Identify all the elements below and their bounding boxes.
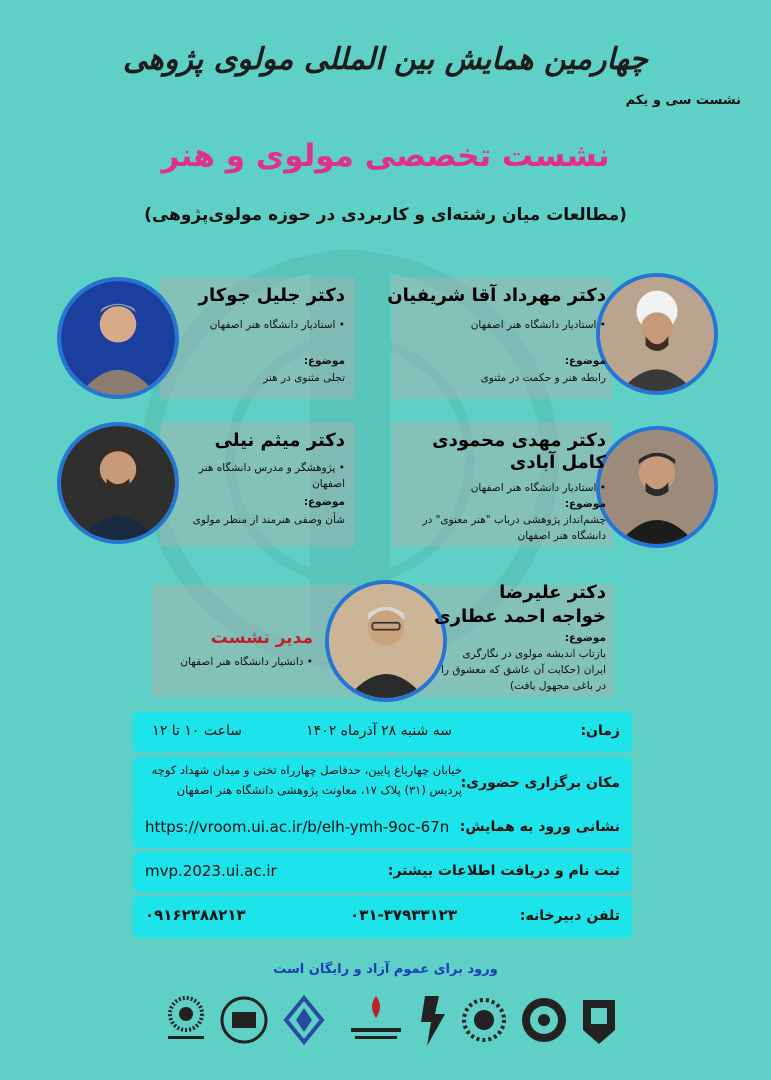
time-bar xyxy=(133,712,632,752)
speaker-topic-line1: بازتاب اندیشه مولوی در نگارگری xyxy=(462,648,606,660)
speaker-name-line2: خواجه احمد عطاری xyxy=(434,606,606,627)
speaker-name: دکتر مهرداد آقا شریفیان xyxy=(387,285,606,306)
speaker-photo-attari xyxy=(325,580,447,702)
speaker-topic: رابطه هنر و حکمت در مثنوی xyxy=(480,372,606,384)
library-logo xyxy=(218,990,270,1050)
speaker-topic: شأن وصفی هنرمند از منظر مولوی xyxy=(192,514,345,526)
speaker-name-line1: دکتر مهدی محمودی xyxy=(432,430,606,451)
venue-bar xyxy=(133,757,632,812)
time-label: زمان: xyxy=(580,723,620,739)
event-hours: ساعت ۱۰ تا ۱۲ xyxy=(152,723,242,739)
speaker-affiliation: • استادیار دانشگاه هنر اصفهان xyxy=(209,319,345,331)
register-link[interactable]: mvp.2023.ui.ac.ir xyxy=(145,862,277,880)
phone-number-2: ۰۹۱۶۲۳۸۸۲۱۳ xyxy=(145,906,246,924)
topic-label: موضوع: xyxy=(564,498,606,510)
speaker-affiliation: • استادیار دانشگاه هنر اصفهان xyxy=(470,319,606,331)
join-link[interactable]: https://vroom.ui.ac.ir/b/elh-ymh-9oc-67n xyxy=(145,818,450,836)
session-subtitle: (مطالعات میان رشته‌ای و کاربردی در حوزه مولوی‌پژوهی) xyxy=(144,205,627,225)
venue-label: مکان برگزاری حضوری: xyxy=(460,775,620,791)
session-number: نشست سی و یکم xyxy=(625,93,741,108)
speaker-photo-mahmoudi xyxy=(596,426,718,548)
register-label: ثبت نام و دریافت اطلاعات بیشتر: xyxy=(387,863,620,879)
mandala-logo xyxy=(162,990,210,1050)
topic-label: موضوع: xyxy=(564,355,606,367)
phone-number-1: ۰۳۱-۳۷۹۳۳۱۲۳ xyxy=(350,906,457,924)
speaker-name-line2: کامل آبادی xyxy=(509,452,606,473)
speaker-affiliation-line2: اصفهان xyxy=(312,478,345,490)
topic-label: موضوع: xyxy=(303,355,345,367)
speaker-topic-line3: در باغی مجهول یافت) xyxy=(510,680,606,692)
speaker-topic-line2: دانشگاه هنر اصفهان xyxy=(517,530,606,542)
speaker-photo-nili xyxy=(57,422,179,544)
speaker-photo-aghasharifian xyxy=(596,273,718,395)
topic-label: موضوع: xyxy=(564,632,606,644)
speaker-topic-line1: چشم‌انداز پژوهشی درباب "هنر معنوی" در xyxy=(422,514,606,526)
phone-bar xyxy=(133,896,632,938)
university-logo xyxy=(575,990,623,1050)
isfahan-university-logo xyxy=(520,990,568,1050)
session-title: نشست تخصصی مولوی و هنر xyxy=(161,138,610,174)
venue-line2: پردیس (۳۱) پلاک ۱۷، معاونت پژوهشی دانشگاه هنر اصفهان xyxy=(176,783,462,797)
phone-label: تلفن دبیرخانه: xyxy=(519,908,620,924)
moderator-label: مدیر نشست xyxy=(210,628,313,648)
link-label: نشانی ورود به همایش: xyxy=(459,819,620,835)
speaker-name: دکتر میثم نیلی xyxy=(214,430,345,451)
link-bar xyxy=(133,808,632,848)
speaker-name-line1: دکتر علیرضا xyxy=(499,582,606,603)
event-date: سه شنبه ۲۸ آذرماه ۱۴۰۲ xyxy=(306,723,452,739)
speaker-name: دکتر جلیل جوکار xyxy=(198,285,345,306)
speaker-photo-jokar xyxy=(57,277,179,399)
conference-title: چهارمین همایش بین المللی مولوی پژوهی xyxy=(123,42,648,77)
venue-line1: خیابان چهارباغ پایین، حدفاصل چهارراه تختی و میدان شهداد کوچه xyxy=(151,763,462,777)
emblem-logo xyxy=(460,990,508,1050)
speaker-affiliation: • استادیار دانشگاه هنر اصفهان xyxy=(470,482,606,494)
figure-logo xyxy=(415,990,451,1050)
speaker-topic: تجلی مثنوی در هنر xyxy=(263,372,345,384)
speaker-topic-line2: ایران (حکایت آن عاشق که معشوق را xyxy=(441,664,606,676)
register-bar xyxy=(133,852,632,892)
free-entry-note: ورود برای عموم آزاد و رایگان است xyxy=(273,962,498,977)
moderator-affiliation: • دانشیار دانشگاه هنر اصفهان xyxy=(180,656,313,668)
topic-label: موضوع: xyxy=(303,496,345,508)
iran-emblem-logo xyxy=(345,990,407,1050)
speaker-affiliation-line1: • پژوهشگر و مدرس دانشگاه هنر xyxy=(198,462,345,474)
knot-logo xyxy=(280,990,328,1050)
